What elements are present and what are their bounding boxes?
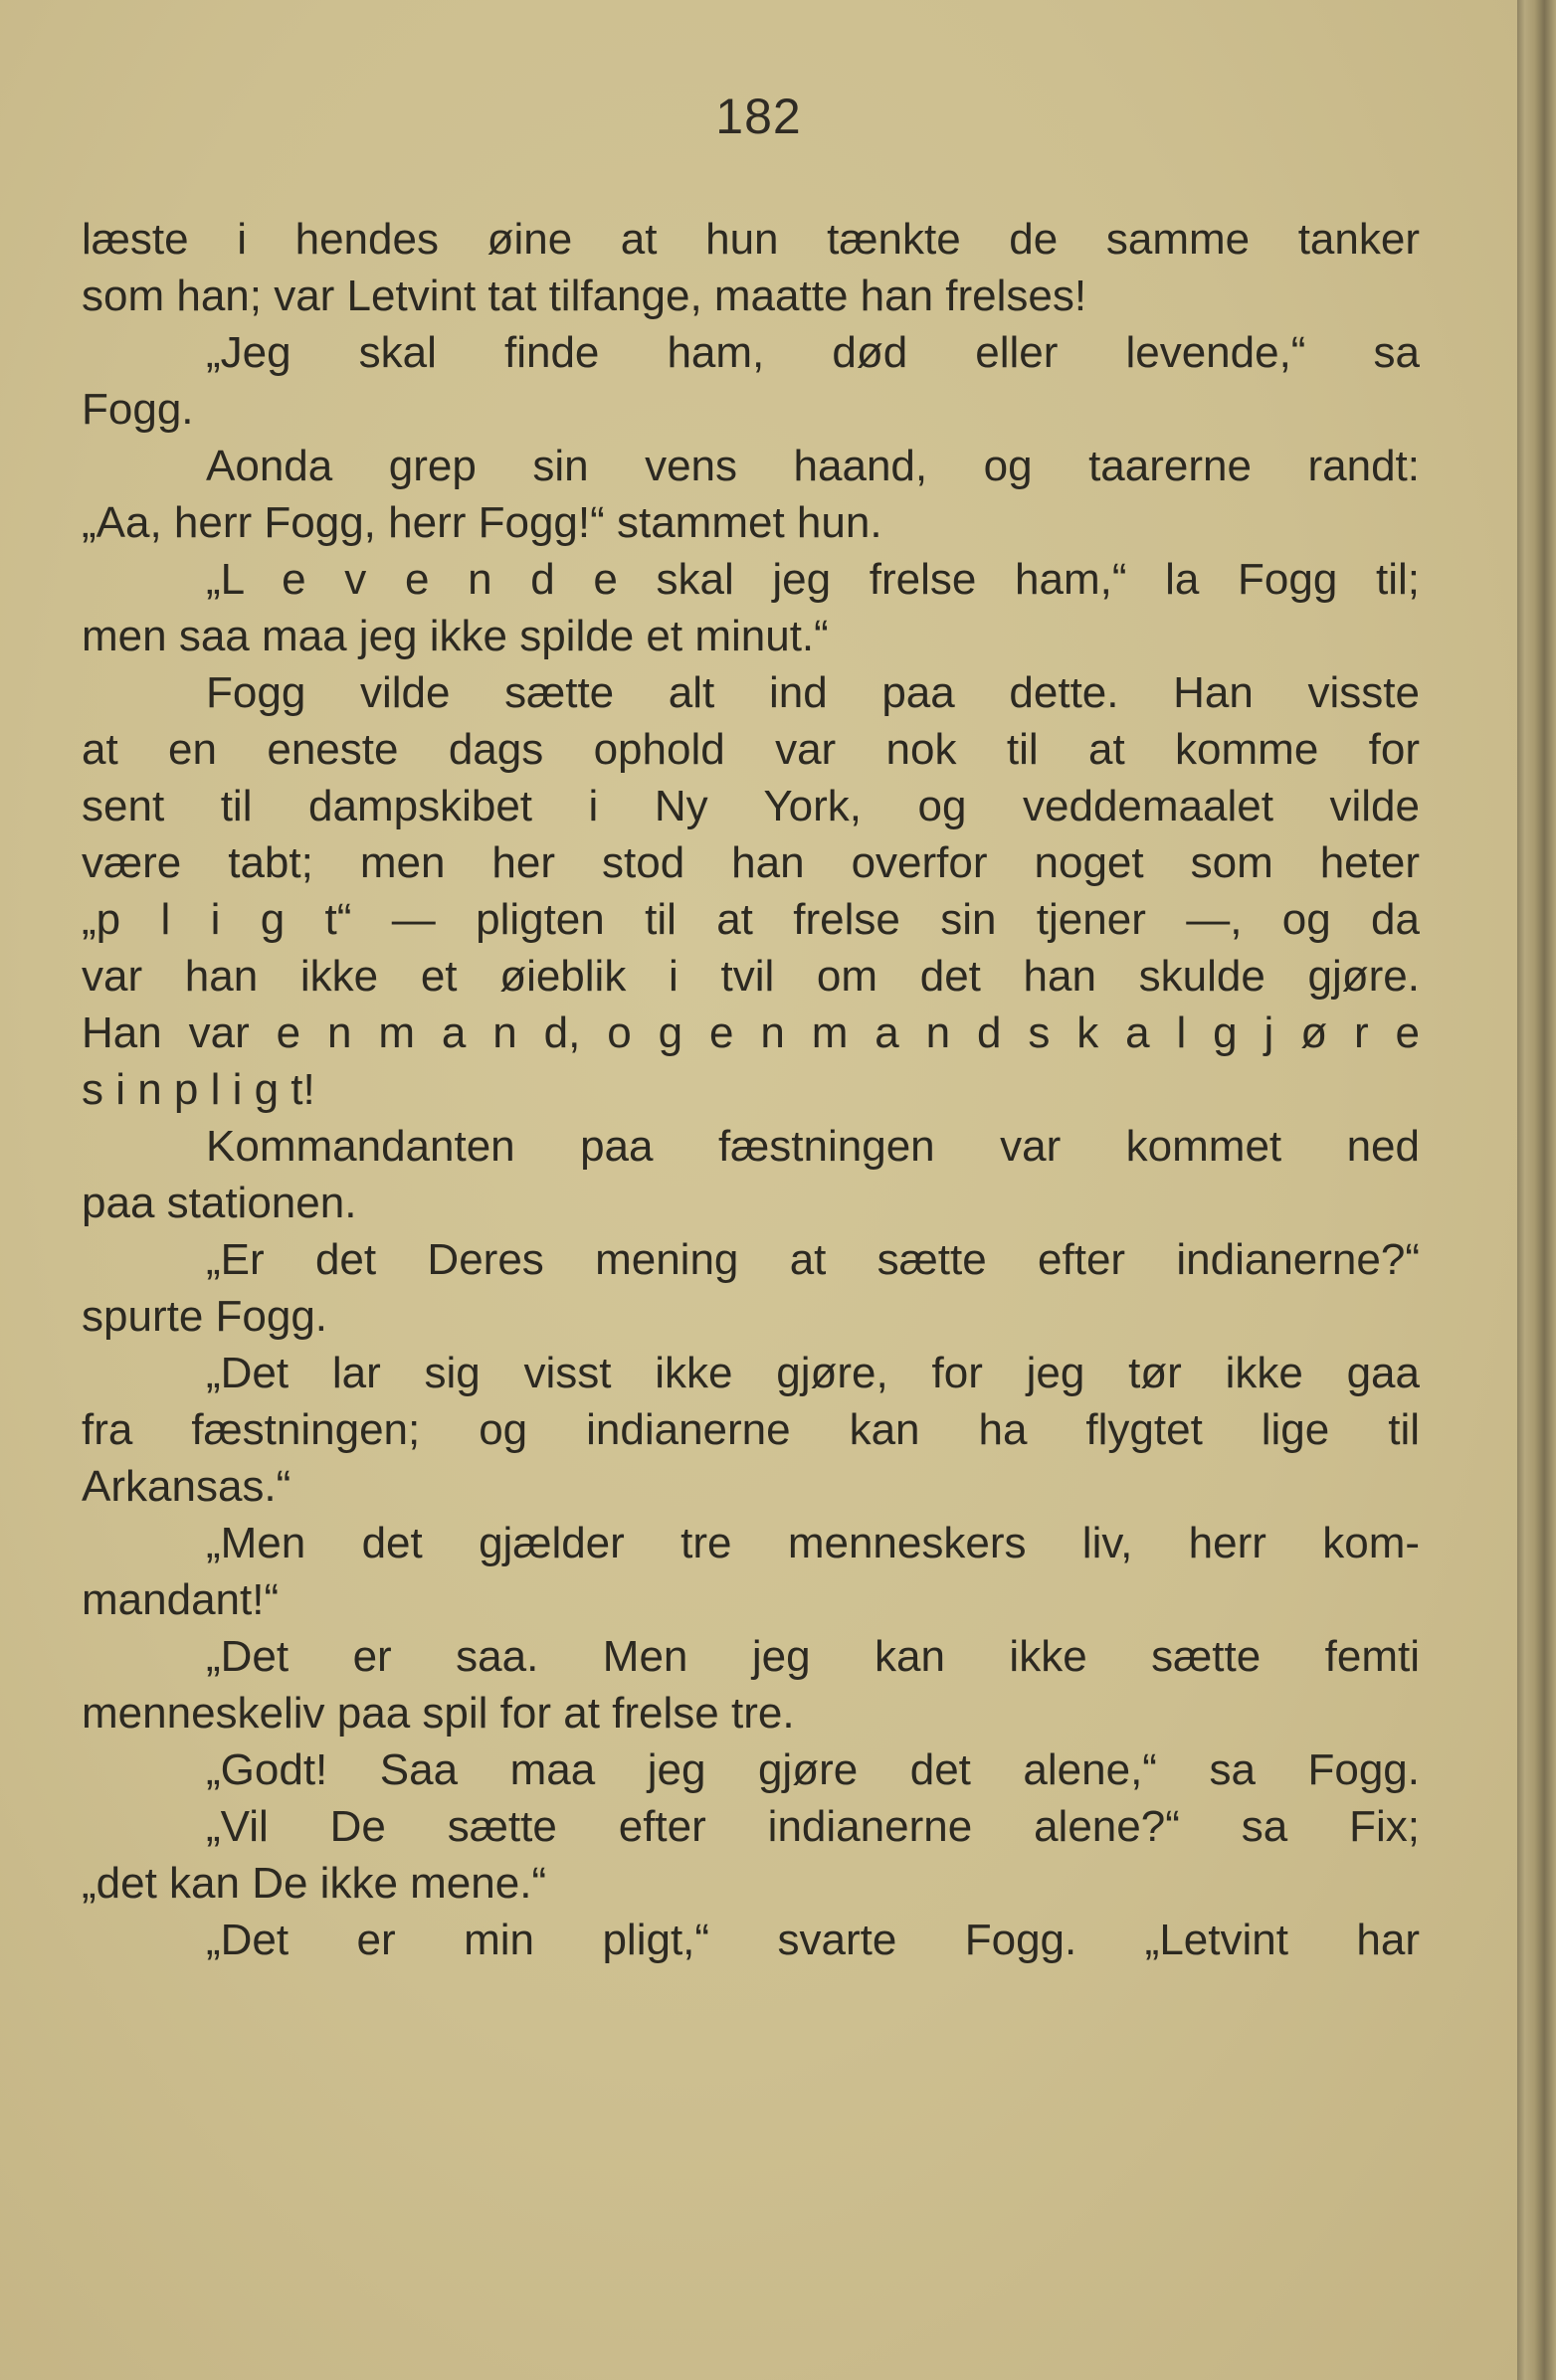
- text-line: „Er det Deres mening at sætte efter indianerne?“: [206, 1235, 1420, 1284]
- text-line: Kommandanten paa fæstningen var kommet ned: [206, 1122, 1420, 1171]
- text-line: paa stationen.: [82, 1179, 357, 1227]
- text-line: menneskeliv paa spil for at frelse tre.: [82, 1689, 795, 1738]
- page-number: 182: [715, 89, 802, 144]
- text-line: „Aa, herr Fogg, herr Fogg!“ stammet hun.: [82, 498, 882, 547]
- text-line: Fogg.: [82, 385, 194, 434]
- text-line: læste i hendes øine at hun tænkte de samme tanker: [82, 215, 1420, 264]
- text-line: Han var e n m a n d, o g e n m a n d s k a l g j ø r e: [82, 1008, 1420, 1057]
- text-line: „Det er saa. Men jeg kan ikke sætte femti: [206, 1632, 1420, 1681]
- body-text: [82, 211, 1420, 1968]
- text-line: være tabt; men her stod han overfor noget som heter: [82, 838, 1420, 887]
- text-line: men saa maa jeg ikke spilde et minut.“: [82, 612, 829, 660]
- text-line: „Godt! Saa maa jeg gjøre det alene,“ sa Fogg.: [206, 1745, 1420, 1794]
- text-line: Fogg vilde sætte alt ind paa dette. Han visste: [206, 668, 1420, 717]
- text-line: „p l i g t“ — pligten til at frelse sin tjener —, og da: [82, 895, 1420, 944]
- text-line: „det kan De ikke mene.“: [82, 1859, 547, 1908]
- text-line: „Det lar sig visst ikke gjøre, for jeg tør ikke gaa: [206, 1349, 1420, 1397]
- page-edge: [1517, 0, 1556, 2380]
- text-line: fra fæstningen; og indianerne kan ha flygtet lige til: [82, 1405, 1420, 1454]
- text-line: „Men det gjælder tre menneskers liv, herr kom-: [206, 1519, 1420, 1567]
- text-line: at en eneste dags ophold var nok til at komme for: [82, 725, 1420, 774]
- text-line: „Jeg skal finde ham, død eller levende,“ sa: [206, 328, 1420, 377]
- text-line: s i n p l i g t!: [82, 1065, 315, 1114]
- text-line: spurte Fogg.: [82, 1292, 328, 1341]
- text-line: var han ikke et øieblik i tvil om det han skulde gjøre.: [82, 952, 1420, 1001]
- text-line: „Vil De sætte efter indianerne alene?“ sa Fix;: [206, 1802, 1420, 1851]
- text-line: Aonda grep sin vens haand, og taarerne randt:: [206, 442, 1420, 490]
- text-line: „Det er min pligt,“ svarte Fogg. „Letvint har: [206, 1916, 1420, 1964]
- text-line: mandant!“: [82, 1575, 280, 1624]
- text-line: som han; var Letvint tat tilfange, maatte han frelses!: [82, 272, 1087, 320]
- text-line: sent til dampskibet i Ny York, og veddemaalet vilde: [82, 782, 1420, 830]
- text-line: Arkansas.“: [82, 1462, 292, 1511]
- text-line: „L e v e n d e skal jeg frelse ham,“ la Fogg til;: [206, 555, 1420, 604]
